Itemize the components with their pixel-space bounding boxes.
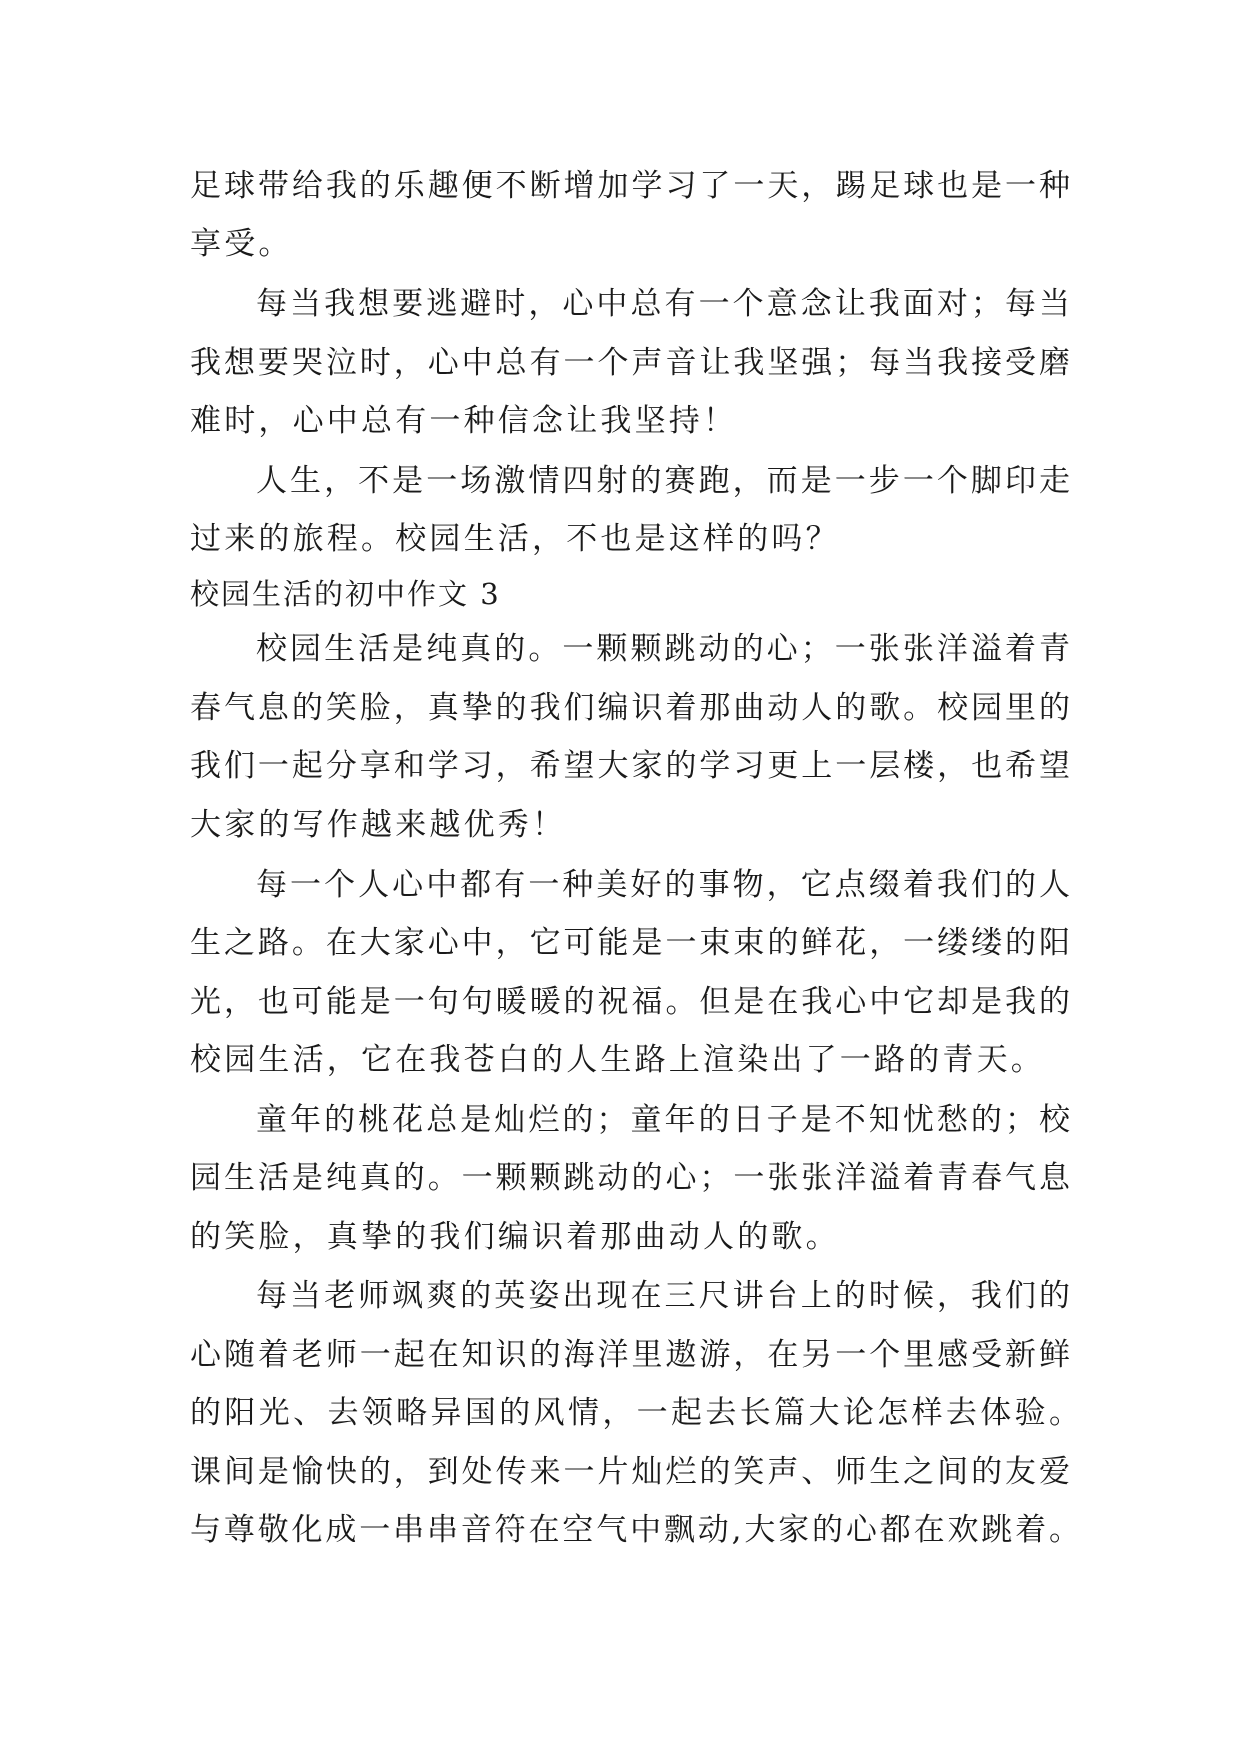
paragraph-first-line: 人生，不是一场激情四射的赛跑，而是一步一个脚印走 bbox=[256, 463, 1070, 499]
text-line: 我们一起分享和学习，希望大家的学习更上一层楼，也希望 bbox=[190, 748, 1070, 784]
paragraph-first-line: 每当老师飒爽的英姿出现在三尺讲台上的时候，我们的 bbox=[256, 1278, 1070, 1314]
text-line: 享受。 bbox=[190, 226, 293, 262]
text-line: 园生活是纯真的。一颗颗跳动的心；一张张洋溢着青春气息 bbox=[190, 1160, 1070, 1196]
text-line: 心随着老师一起在知识的海洋里遨游，在另一个里感受新鲜 bbox=[190, 1337, 1070, 1373]
text-line: 的阳光、去领略异国的风情，一起去长篇大论怎样去体验。 bbox=[190, 1395, 1080, 1431]
paragraph-first-line: 每一个人心中都有一种美好的事物，它点缀着我们的人 bbox=[256, 867, 1070, 903]
text-line: 我想要哭泣时，心中总有一个声音让我坚强；每当我接受磨 bbox=[190, 345, 1070, 381]
text-line: 大家的写作越来越优秀！ bbox=[190, 807, 567, 843]
text-line: 过来的旅程。校园生活，不也是这样的吗？ bbox=[190, 521, 840, 557]
text-line: 课间是愉快的，到处传来一片灿烂的笑声、师生之间的友爱 bbox=[190, 1454, 1070, 1490]
text-line: 难时，心中总有一种信念让我坚持！ bbox=[190, 403, 738, 439]
text-line: 的笑脸，真挚的我们编识着那曲动人的歌。 bbox=[190, 1219, 840, 1255]
text-line: 春气息的笑脸，真挚的我们编识着那曲动人的歌。校园里的 bbox=[190, 690, 1070, 726]
text-line: 光，也可能是一句句暖暖的祝福。但是在我心中它却是我的 bbox=[190, 984, 1070, 1020]
paragraph-first-line: 每当我想要逃避时，心中总有一个意念让我面对；每当 bbox=[256, 286, 1070, 322]
text-line: 足球带给我的乐趣便不断增加学习了一天，踢足球也是一种 bbox=[190, 168, 1070, 204]
text-line: 校园生活，它在我苍白的人生路上渲染出了一路的青天。 bbox=[190, 1042, 1045, 1078]
paragraph-first-line: 校园生活是纯真的。一颗颗跳动的心；一张张洋溢着青 bbox=[256, 631, 1070, 667]
section-heading: 校园生活的初中作文 3 bbox=[190, 577, 501, 611]
text-line: 生之路。在大家心中，它可能是一束束的鲜花，一缕缕的阳 bbox=[190, 925, 1070, 961]
text-line: 与尊敬化成一串串音符在空气中飘动,大家的心都在欢跳着。 bbox=[190, 1512, 1080, 1548]
paragraph-first-line: 童年的桃花总是灿烂的；童年的日子是不知忧愁的；校 bbox=[256, 1102, 1070, 1138]
